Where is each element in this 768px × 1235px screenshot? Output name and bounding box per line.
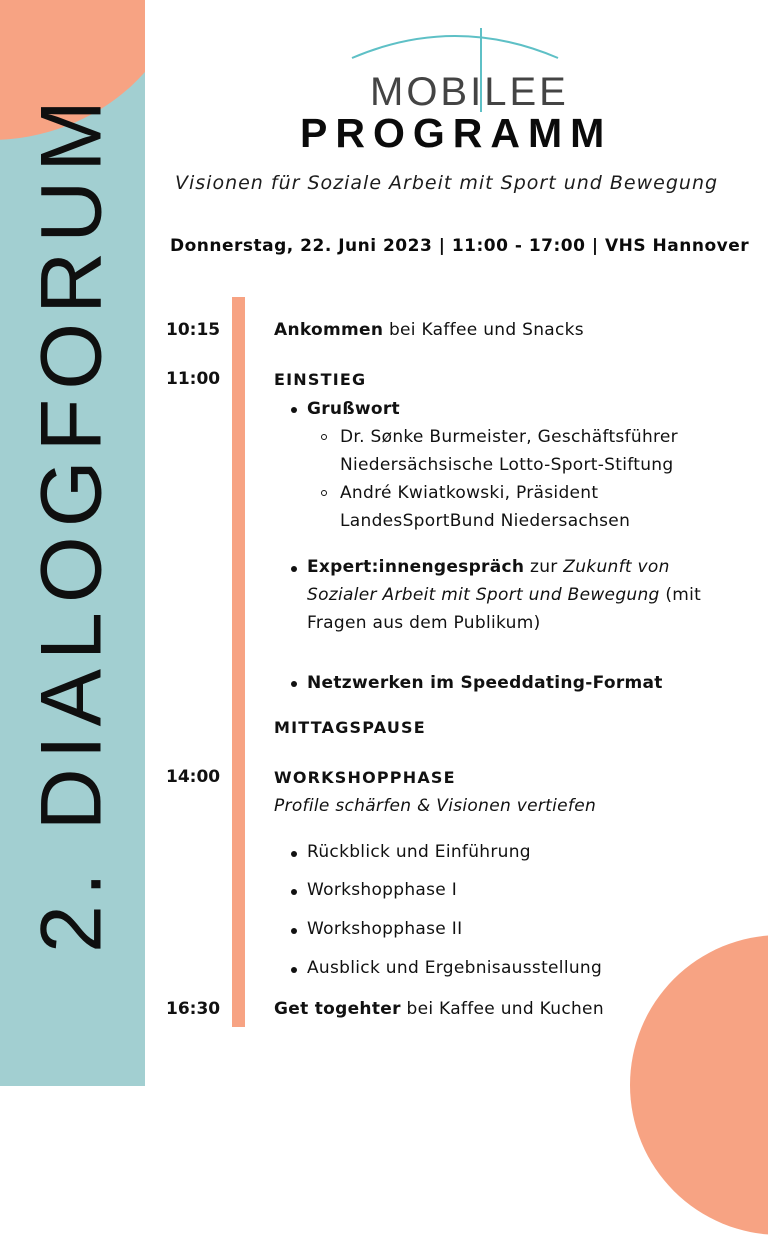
circle-bullet-icon [321,490,327,496]
netzwerken-item: Netzwerken im Speeddating-Format [307,673,663,693]
time-1630: 16:30 [166,999,221,1019]
workshop-item: Workshopphase II [307,919,463,939]
expert-italic1: Zukunft von [563,557,670,577]
bullet-icon [291,851,297,857]
arrival-entry [274,320,584,340]
expert-rest2: (mit [659,585,702,605]
time-1100: 11:00 [166,369,221,389]
bullet-icon [291,407,297,413]
end-rest: bei Kaffee und Kuchen [400,999,604,1019]
workshopphase-heading: WORKSHOPPHASE [274,768,456,787]
page-title: PROGRAMM [300,110,613,156]
time-1015: 10:15 [166,320,221,340]
workshop-item: Ausblick und Ergebnisausstellung [307,958,603,978]
workshop-subtitle: Profile schärfen & Visionen vertiefen [274,796,597,816]
mittagspause-heading: MITTAGSPAUSE [274,718,426,737]
vertical-event-title: 2. DIALOGFORUM [23,91,120,953]
workshop-item: Workshopphase I [307,880,458,900]
timeline-bar [232,297,245,1027]
expert-line3: Fragen aus dem Publikum) [307,613,541,633]
speaker2-line1: André Kwiatkowski, Präsident [340,483,599,503]
logo-text: MOBILEE [370,70,569,114]
expert-zur: zur [524,557,564,577]
expert-bold: Expert:innengespräch [307,557,525,577]
logo-arc-icon [350,22,560,62]
bullet-icon [291,681,297,687]
bullet-icon [291,889,297,895]
time-1400: 14:00 [166,767,221,787]
arrival-bold: Ankommen [274,320,384,340]
end-bold: Get togehter [274,999,401,1019]
speaker1-line1: Dr. Sønke Burmeister, Geschäftsführer [340,427,678,447]
workshop-item: Rückblick und Einführung [307,842,531,862]
grusswort-label: Grußwort [307,399,400,419]
decorative-blob-bottom [630,935,768,1235]
date-line: Donnerstag, 22. Juni 2023 | 11:00 - 17:00 | VHS Hannover [170,236,750,256]
bullet-icon [291,967,297,973]
circle-bullet-icon [321,434,327,440]
expert-line1 [307,557,670,577]
end-entry [274,999,604,1019]
mobilee-logo [350,22,569,114]
speaker2-line2: LandesSportBund Niedersachsen [340,511,631,531]
bullet-icon [291,566,297,572]
expert-line2 [307,585,701,605]
einstieg-heading: EINSTIEG [274,370,367,389]
speaker1-line2: Niedersächsische Lotto-Sport-Stiftung [340,455,674,475]
arrival-rest: bei Kaffee und Snacks [383,320,584,340]
subtitle: Visionen für Soziale Arbeit mit Sport und Bewegung [175,172,719,194]
expert-italic2: Sozialer Arbeit mit Sport und Bewegung [307,585,660,605]
bullet-icon [291,928,297,934]
